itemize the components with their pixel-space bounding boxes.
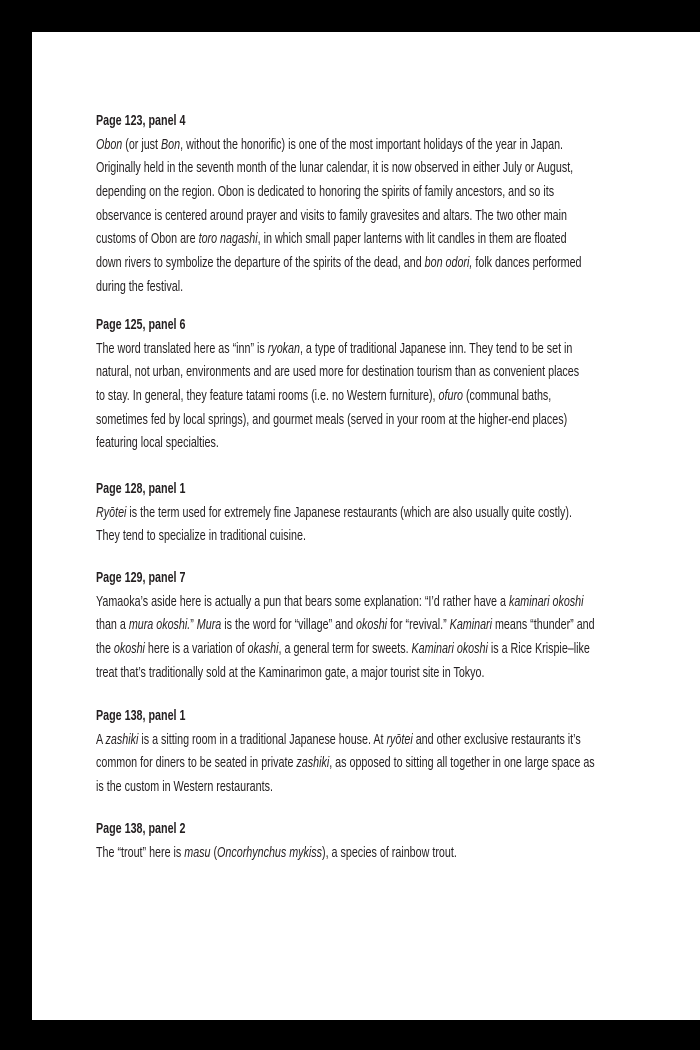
text-run: is the custom in Western restaurants. — [96, 779, 273, 796]
section-heading: Page 138, panel 1 — [96, 708, 186, 724]
body-line — [96, 252, 582, 276]
text-run: Originally held in the seventh month of the lunar calendar, it is now observed in either July or August, — [96, 160, 574, 177]
body-line — [96, 276, 510, 300]
italic-term: ryōtei — [386, 731, 413, 748]
note-section — [96, 567, 656, 685]
text-run: Yamaoka’s aside here is actually a pun that bears some explanation: “I’d rather have a — [96, 593, 509, 610]
italic-term: Ryōtei — [96, 504, 127, 521]
italic-term: Kaminari — [449, 617, 493, 634]
italic-term: toro nagashi — [198, 231, 258, 248]
text-run: here is a variation of — [144, 641, 248, 658]
body-line — [96, 525, 510, 549]
body-line — [96, 361, 580, 385]
body-line — [96, 729, 581, 753]
text-run: The word translated here as “inn” is — [96, 340, 268, 357]
section-heading: Page 138, panel 2 — [96, 821, 186, 837]
italic-term: zashiki — [105, 731, 139, 748]
italic-term: bon odori, — [424, 255, 473, 272]
text-run: than a — [96, 617, 129, 634]
text-run: the — [96, 641, 114, 658]
body-line — [96, 614, 595, 638]
text-run: observance is centered around prayer and visits to family gravesites and altars. The two other main — [96, 207, 567, 224]
body-line — [96, 752, 595, 776]
text-run: , a general term for sweets. — [278, 641, 412, 658]
text-run: The “trout” here is — [96, 844, 185, 861]
italic-term: Kaminari okoshi — [411, 641, 488, 658]
body-line — [96, 409, 568, 433]
text-run: common for diners to be seated in private — [96, 755, 297, 772]
body-line — [96, 842, 510, 866]
body-line — [96, 638, 590, 662]
text-run: sometimes fed by local springs), and gourmet meals (served in your room at the higher-end places) — [96, 411, 568, 428]
text-run: and other exclusive restaurants it’s — [412, 731, 581, 748]
text-run: is a sitting room in a traditional Japanese house. At — [138, 731, 387, 748]
text-run: is a Rice Krispie–like — [487, 641, 590, 658]
italic-term: Mura — [196, 617, 222, 634]
text-run: means “thunder” and — [492, 617, 595, 634]
body-line — [96, 591, 584, 615]
body-line — [96, 432, 510, 456]
text-run: (communal baths, — [462, 388, 552, 405]
text-run: , as opposed to sitting all together in one large space as — [329, 755, 595, 772]
document-page — [32, 32, 700, 1020]
text-run: is the term used for extremely fine Japanese restaurants (which are also usually quite costly). — [126, 504, 572, 521]
text-run: ” — [190, 617, 197, 634]
text-run: folk dances performed — [472, 255, 582, 272]
text-run: during the festival. — [96, 278, 184, 295]
body-line — [96, 134, 564, 158]
body-line — [96, 502, 572, 526]
italic-term: ryokan — [267, 340, 300, 357]
note-section — [96, 314, 656, 456]
italic-term: okoshi — [113, 641, 145, 658]
text-run: , in which small paper lanterns with lit candles in them are floated — [257, 231, 567, 248]
italic-term: okashi — [247, 641, 279, 658]
italic-term: okoshi — [356, 617, 388, 634]
section-heading: Page 125, panel 6 — [96, 317, 186, 333]
text-run: down rivers to symbolize the departure of the spirits of the dead, and — [96, 255, 425, 272]
body-line — [96, 181, 555, 205]
text-run: is the word for “village” and — [221, 617, 357, 634]
note-section — [96, 110, 656, 300]
text-run: They tend to specialize in traditional cuisine. — [96, 528, 306, 545]
italic-term: ofuro — [438, 388, 463, 405]
italic-term: mura okoshi. — [128, 617, 191, 634]
text-run: , without the honorific) is one of the most important holidays of the year in Japan. — [180, 136, 564, 153]
section-heading: Page 129, panel 7 — [96, 570, 186, 586]
italic-term: Oncorhynchus mykiss — [217, 844, 323, 861]
body-line — [96, 776, 510, 800]
text-run: , a type of traditional Japanese inn. They tend to be set in — [299, 340, 573, 357]
text-run: A — [96, 731, 106, 748]
note-section — [96, 478, 656, 549]
italic-term: Bon — [161, 136, 181, 153]
italic-term: Obon — [96, 136, 123, 153]
body-line — [96, 662, 510, 686]
text-run: natural, not urban, environments and are used more for destination tourism than as convenient places — [96, 364, 580, 381]
text-run: (or just — [122, 136, 162, 153]
text-run: for “revival.” — [387, 617, 450, 634]
section-heading: Page 123, panel 4 — [96, 113, 186, 129]
text-run: treat that’s traditionally sold at the Kaminarimon gate, a major tourist site in Tokyo. — [96, 664, 485, 681]
italic-term: kaminari okoshi — [508, 593, 584, 610]
note-section — [96, 705, 656, 800]
body-line — [96, 205, 567, 229]
note-section — [96, 818, 656, 865]
body-line — [96, 338, 573, 362]
text-run: ), a species of rainbow trout. — [322, 844, 457, 861]
italic-term: masu — [184, 844, 211, 861]
body-line — [96, 157, 574, 181]
body-line — [96, 385, 552, 409]
body-line — [96, 228, 567, 252]
text-run: featuring local specialties. — [96, 435, 219, 452]
text-run: customs of Obon are — [96, 231, 199, 248]
italic-term: zashiki — [296, 755, 330, 772]
text-run: to stay. In general, they feature tatami rooms (i.e. no Western furniture), — [96, 388, 439, 405]
text-run: ( — [210, 844, 218, 861]
section-heading: Page 128, panel 1 — [96, 481, 186, 497]
text-run: depending on the region. Obon is dedicated to honoring the spirits of family ancestors, and so its — [96, 184, 555, 201]
